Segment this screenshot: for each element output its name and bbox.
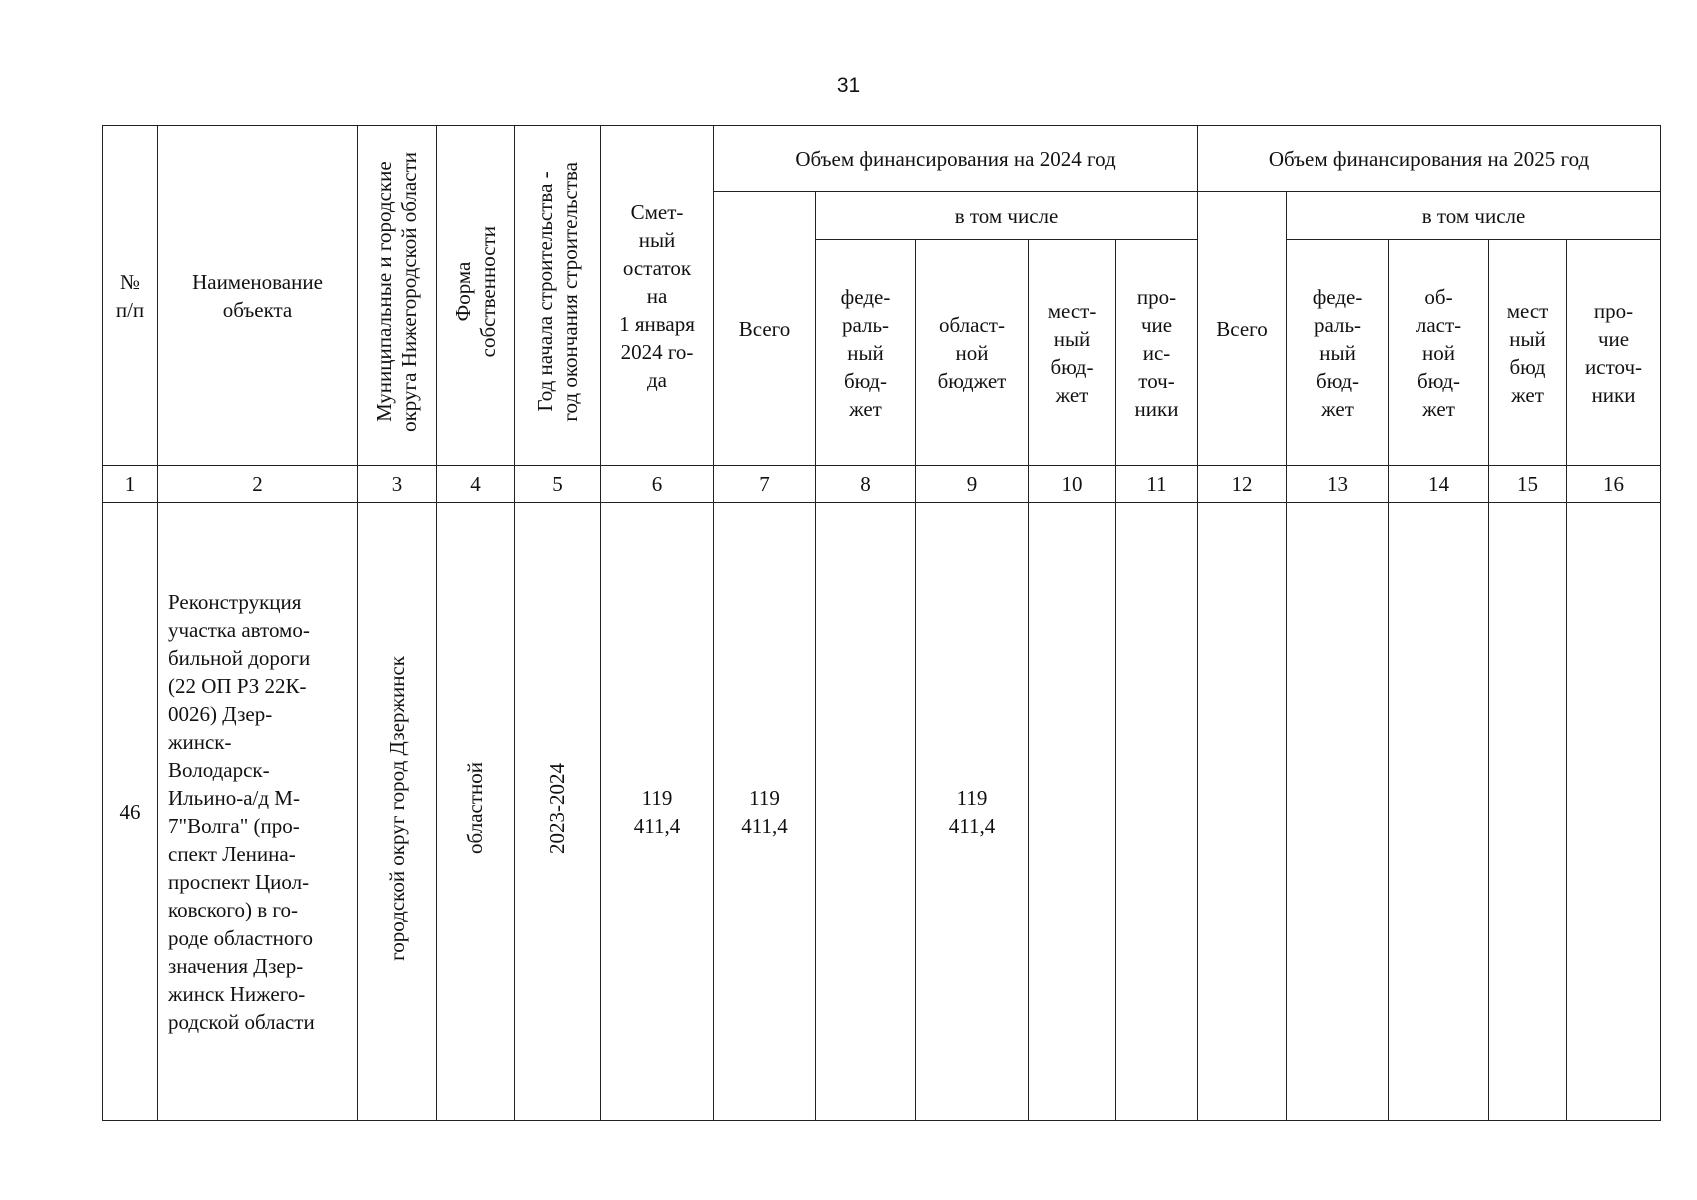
header-federal-2025: феде- раль- ный бюд- жет xyxy=(1287,240,1389,466)
row-local-2024 xyxy=(1029,503,1116,1121)
column-number: 4 xyxy=(437,466,515,503)
header-other-2024: про- чие ис- точ- ники xyxy=(1116,240,1198,466)
column-number: 15 xyxy=(1489,466,1567,503)
row-years: 2023-2024 xyxy=(515,503,601,1121)
column-number: 6 xyxy=(601,466,714,503)
column-number: 16 xyxy=(1567,466,1661,503)
row-regional-2025 xyxy=(1389,503,1489,1121)
column-number: 1 xyxy=(103,466,158,503)
header-regional-2025: об- ласт- ной бюд- жет xyxy=(1389,240,1489,466)
column-number: 13 xyxy=(1287,466,1389,503)
column-number: 11 xyxy=(1116,466,1198,503)
header-local-2024: мест- ный бюд- жет xyxy=(1029,240,1116,466)
header-including-2024: в том числе xyxy=(816,192,1198,240)
header-row-1 xyxy=(103,126,1661,192)
row-object-name: Реконструкция участка автомо- бильной дороги (22 ОП РЗ 22К- 0026) Дзер- жинск- Володарск- Ильино-а/д М- 7"Волга" (про- спект Ленина- проспект Циол- ковского) в го- роде областного значения Дзер- жинск Нижего- родской области xyxy=(158,503,358,1121)
column-number: 8 xyxy=(816,466,916,503)
row-other-2024 xyxy=(1116,503,1198,1121)
row-local-2025 xyxy=(1489,503,1567,1121)
column-number: 9 xyxy=(916,466,1029,503)
column-number: 7 xyxy=(714,466,816,503)
header-name: Наименование объекта xyxy=(158,126,358,466)
column-number: 10 xyxy=(1029,466,1116,503)
header-num: № п/п xyxy=(103,126,158,466)
row-estimate: 119 411,4 xyxy=(601,503,714,1121)
table-row xyxy=(103,503,1661,1121)
header-local-2025: мест ный бюд жет xyxy=(1489,240,1567,466)
column-number: 14 xyxy=(1389,466,1489,503)
row-num: 46 xyxy=(103,503,158,1121)
column-number: 3 xyxy=(358,466,437,503)
header-total-2025: Всего xyxy=(1198,192,1287,466)
row-ownership: областной xyxy=(437,503,515,1121)
header-federal-2024: феде- раль- ный бюд- жет xyxy=(816,240,916,466)
header-regional-2024: област- ной бюджет xyxy=(916,240,1029,466)
row-federal-2025 xyxy=(1287,503,1389,1121)
column-number: 2 xyxy=(158,466,358,503)
header-estimate: Смет- ный остаток на 1 января 2024 го- да xyxy=(601,126,714,466)
row-federal-2024 xyxy=(816,503,916,1121)
header-group-2025: Объем финансирования на 2025 год xyxy=(1198,126,1661,192)
header-years: Год начала строительства - год окончания строительства xyxy=(515,126,601,466)
financing-table xyxy=(102,125,1661,1121)
column-number: 5 xyxy=(515,466,601,503)
row-municipality: городской округ город Дзержинск xyxy=(358,503,437,1121)
row-total-2024: 119 411,4 xyxy=(714,503,816,1121)
row-total-2025 xyxy=(1198,503,1287,1121)
page-number: 31 xyxy=(836,74,861,97)
column-number-row xyxy=(103,466,1661,503)
header-ownership: Форма собственности xyxy=(437,126,515,466)
header-other-2025: про- чие источ- ники xyxy=(1567,240,1661,466)
row-other-2025 xyxy=(1567,503,1661,1121)
header-municipality: Муниципальные и городские округа Нижегородской области xyxy=(358,126,437,466)
header-total-2024: Всего xyxy=(714,192,816,466)
column-number: 12 xyxy=(1198,466,1287,503)
row-regional-2024: 119 411,4 xyxy=(916,503,1029,1121)
header-including-2025: в том числе xyxy=(1287,192,1661,240)
header-group-2024: Объем финансирования на 2024 год xyxy=(714,126,1198,192)
